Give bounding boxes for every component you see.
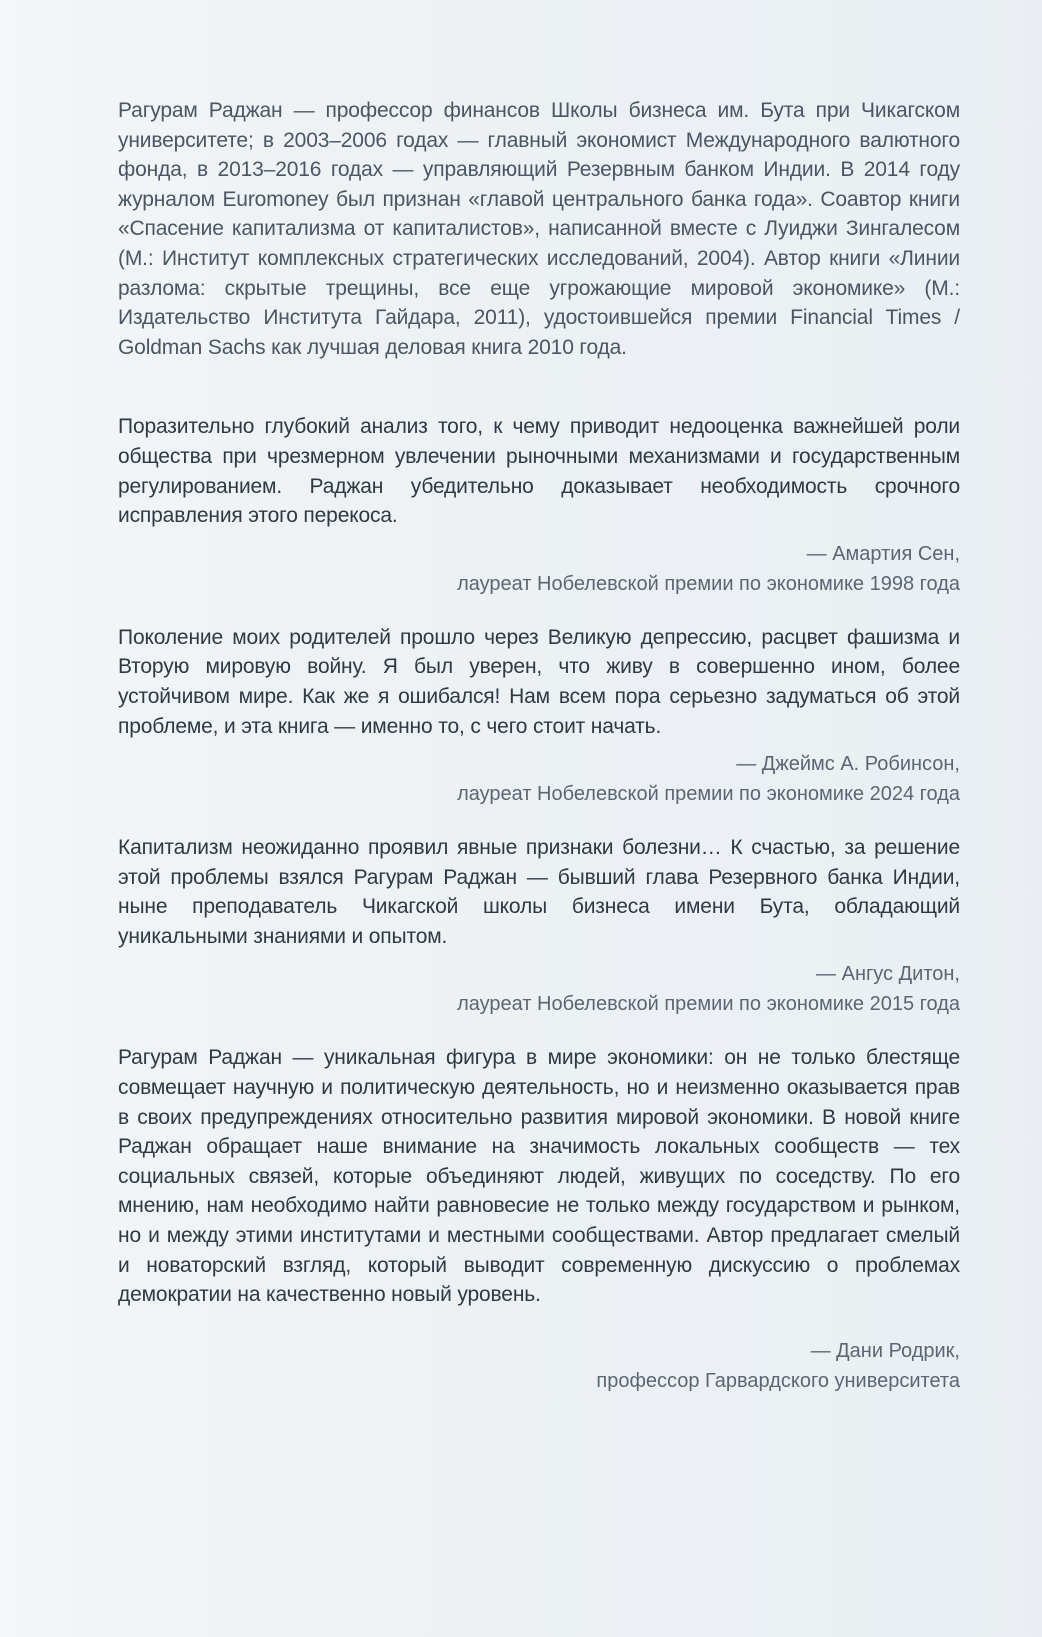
- quote-author: — Ангус Дитон,: [816, 963, 960, 986]
- blurb-quote-deaton: [118, 833, 960, 1019]
- quote-attribution: [118, 749, 960, 809]
- quote-author-title: профессор Гарвардского университета: [596, 1369, 960, 1392]
- blurb-quote-robinson: [118, 623, 960, 809]
- quote-author-title: лауреат Нобелевской премии по экономике 1998 года: [457, 572, 960, 595]
- blurb-quote-sen: [118, 412, 960, 598]
- author-bio: Рагурам Раджан — профессор финансов Школы бизнеса им. Бута при Чикагском университете; в 2003–2006 годах — главный экономист Международного валютного фонда, в 2013–2016 годах — управляющий Резервным банком Индии. В 2014 году журналом Euromoney был признан «главой центрального банка года». Соавтор книги «Спасение капитализма от капиталистов», написанной вместе с Луиджи Зингалесом (М.: Институт комплексных стратегических исследований, 2004). Автор книги «Линии разлома: скрытые трещины, все еще угрожающие мировой экономике» (М.: Издательство Института Гайдара, 2011), удостоившейся премии Financial Times / Goldman Sachs как лучшая деловая книга 2010 года.: [118, 99, 960, 359]
- book-back-cover-page: [118, 96, 960, 1420]
- quote-attribution: [118, 539, 960, 599]
- quote-author: — Джеймс А. Робинсон,: [736, 753, 960, 776]
- quote-attribution: [118, 1336, 960, 1396]
- quote-author: — Амартия Сен,: [806, 542, 960, 565]
- quote-text: Поколение моих родителей прошло через Великую депрессию, расцвет фашизма и Вторую мировую войну. Я был уверен, что живу в совершенно ином, более устойчивом мире. Как же я ошибался! Нам всем пора серьезно задуматься об этой проблеме, и эта книга — именно то, с чего стоит начать.: [118, 625, 960, 738]
- quote-attribution: [118, 959, 960, 1019]
- quote-text: Рагурам Раджан — уникальная фигура в мире экономики: он не только блестяще совмещает научную и политическую деятельность, но и неизменно оказывается прав в своих предупреждениях относительно развития мировой экономики. В новой книге Раджан обращает наше внимание на значимость локальных сообществ — тех социальных связей, которые объединяют людей, живущих по соседству. По его мнению, нам необходимо найти равновесие не только между государством и рынком, но и между этими институтами и местными сообществами. Автор предлагает смелый и новаторский взгляд, который выводит современную дискуссию о проблемах демократии на качественно новый уровень.: [118, 1046, 960, 1307]
- quote-author-title: лауреат Нобелевской премии по экономике 2024 года: [457, 783, 960, 806]
- quote-author-title: лауреат Нобелевской премии по экономике 2015 года: [457, 993, 960, 1016]
- blurb-quote-rodrik: [118, 1043, 960, 1395]
- quote-text: Поразительно глубокий анализ того, к чему приводит недооценка важнейшей роли общества при чрезмерном увлечении рыночными механизмами и государственным регулированием. Раджан убедительно доказывает необходимость срочного исправления этого перекоса.: [118, 415, 960, 528]
- quote-author: — Дани Родрик,: [810, 1339, 960, 1362]
- quote-text: Капитализм неожиданно проявил явные признаки болезни… К счастью, за решение этой проблемы взялся Рагурам Раджан — бывший глава Резервного банка Индии, ныне преподаватель Чикагской школы бизнеса имени Бута, обладающий уникальными знаниями и опытом.: [118, 836, 960, 948]
